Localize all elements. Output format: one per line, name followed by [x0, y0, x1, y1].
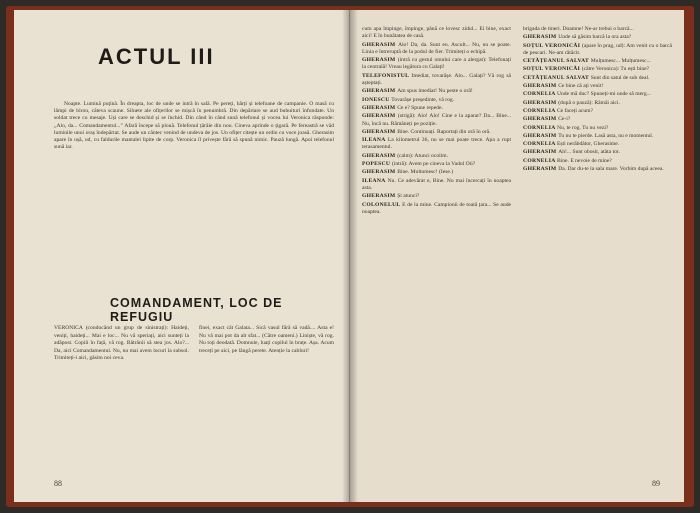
dialogue-text: Unde să găsim barcă la ora asta? [558, 34, 632, 41]
dialogue-text: Imediat, tovarășe. Alo... Galați? Vă rog să așteptați. [362, 72, 512, 87]
speaker-name: ILEANA [362, 137, 388, 144]
speaker-name: GHERASIM [523, 149, 559, 156]
dialogue-line [362, 73, 511, 88]
speaker-name: GHERASIM [523, 132, 559, 139]
dialogue-text: (calm): Atunci ocolim. [397, 152, 448, 159]
dialogue-line [362, 113, 511, 128]
speaker-name: GHERASIM [362, 104, 398, 111]
speaker-name: GHERASIM [523, 83, 559, 90]
speaker-name: CORNELIA [523, 107, 557, 114]
dialogue-text: (intră cu gestul omului care a alergat): Telefonați la centrală! Vreau legătura cu Galați! [362, 57, 511, 71]
dialogue-text: Nu. Ce adevărat e, Bine. Nu mai încercați în noaptea asta. [362, 177, 512, 191]
dialogue-text: Bine. Continuați. Raportați din oră în oră. [397, 128, 491, 135]
dialogue-line [362, 97, 511, 104]
dialogue-line [523, 83, 672, 90]
dialogue-line [362, 105, 511, 112]
dialogue-line [523, 91, 672, 98]
dialogue-line [523, 34, 672, 41]
speaker-name: GHERASIM [362, 113, 398, 120]
left-column-2: finei, exact cât Galata... Sică vasul fără să vadă.... Asta e! Nu vă mai pot da alt sfat... (Către oameni.) Liniște, vă rog. Nu toți deodată. Domnule, luați copilul în brațe. Așa. Acum treceți pe aici, pe lângă perete. Atenție la cabluri! [199, 325, 334, 354]
dialogue-text: Bine. E nevoie de mine? [556, 157, 612, 164]
dialogue-line [362, 129, 511, 136]
section-title: COMANDAMENT, LOC DE REFUGIU [110, 296, 283, 324]
speaker-name: GHERASIM [523, 116, 559, 123]
dialogue-text: (apare în prag, ud): Am venit cu o barcă de pescari. Ne-am rătăcit. [523, 42, 672, 56]
dialogue-line [523, 141, 672, 148]
dialogue-text: La kilometrul 36, nu se mai poate trece. Apa a rupt terasamentul. [362, 137, 511, 151]
dialogue-line [523, 125, 672, 132]
speaker-name: GHERASIM [362, 152, 398, 159]
speaker-name: GHERASIM [523, 34, 559, 41]
dialogue-text: Tu nu te pierde. Lasă asta, nu e momentul. [558, 132, 654, 139]
dialogue-line [362, 88, 511, 95]
dialogue-line [362, 153, 511, 160]
dialogue-line [523, 75, 672, 82]
book-spread [6, 6, 694, 507]
dialogue-text: Ce-i? [558, 116, 571, 123]
dialogue-text: (după o pauză): Rămâi aici. [558, 99, 620, 106]
dialogue-text: Ești nerăbdător, Gherasime. [556, 141, 620, 148]
stage-direction: Noapte. Lumină puțină. În dreapta, loc de unde se intră în sală. Pe pereți, hărți și telefoane de campanie. O masă cu lămpi de birou, câteva scaune. Siluete ale ofițerilor se mișcă în penumbră. Din depărtare se aud bubuituri înfundate. Un soldat trece cu mesaje. Uși care se deschid și se închid. Din când în când sună telefonul și vocea lui Veronica răspunde: „Alo, da... Comandamentul...” Afară începe să plouă. Telefonul țârâie din nou. Cineva aprinde o țigară. Pe fereastră se văd luminile unui oraș îndepărtat. Se aude un cântec venind de undeva de jos. Un ofițer citește un ordin cu voce joasă. Gherasim apare în ușă, ud, cu faldurile mantalei lipite de corp. Veronica îl privește fără să spună nimic. Pauză lungă. Apoi telefonul sună iar. [54, 101, 334, 151]
dialogue-text: Ce faceți acum? [556, 107, 593, 114]
dialogue-text: Tovarășe președinte, vă rog. [391, 96, 455, 103]
right-page [350, 10, 684, 502]
dialogue-text: (către Veronica): Tu ești bine? [581, 66, 650, 73]
right-page-columns [362, 26, 672, 461]
dialogue-text: Și atunci? [397, 193, 420, 200]
dialogue-text: brigada de tineri. Doamne! Ne-ar trebui o barcă... [523, 26, 634, 32]
dialogue-text: Ce bine că ați venit! [558, 83, 604, 90]
speaker-name: SOȚUL VERONICĂI [523, 66, 582, 73]
right-column-1 [362, 26, 511, 461]
dialogue-text: Da. Dar du-te la sala mare. Vorbim după aceea. [558, 166, 664, 173]
dialogue-line [362, 178, 511, 193]
dialogue-line [523, 166, 672, 173]
left-page [14, 10, 350, 502]
dialogue-text: Alo! Da, da. Sunt eu. Ascult... Nu, nu se poate. Linia e întreruptă de la podul de fier. Trimiteți o echipă. [362, 41, 511, 55]
dialogue-line [362, 57, 511, 72]
speaker-name: CETĂȚEANUL SALVAT [523, 58, 591, 65]
dialogue-text: (strigă): Alo! Alo! Cine e la aparat? Da... Bine... Nu, încă nu. Rămâneți pe poziție. [362, 113, 511, 127]
speaker-name: GHERASIM [523, 99, 559, 106]
dialogue-line [362, 161, 511, 168]
dialogue-line [362, 26, 511, 41]
page-number-right: 89 [652, 479, 660, 488]
speaker-name: ILEANA [362, 177, 388, 184]
dialogue-line [523, 149, 672, 156]
left-page-columns [54, 325, 334, 485]
dialogue-line [523, 58, 672, 65]
speaker-name: GHERASIM [362, 169, 398, 176]
speaker-name: GHERASIM [362, 88, 398, 95]
dialogue-text: Nu, te rog. Tu nu vezi? [556, 124, 609, 131]
left-column-1: VERONICA (conducând un grup de sinistrați): Haideți, veniți, haideți... Mai e loc... Nu vă speriați, aici sunteți la adăpost. Copiii în față, vă rog. Bătrânii să stea jos. Alo?... Da, aici Comandamentul. Nu, nu mai avem locuri la subsol. Trimiteți-i aici, găsim noi ceva. [54, 325, 189, 362]
dialogue-line [523, 133, 672, 140]
speaker-name: IONESCU [362, 96, 392, 103]
speaker-name: GHERASIM [523, 166, 559, 173]
dialogue-text: Am spus imediat! Nu peste o oră! [397, 88, 473, 95]
speaker-name: GHERASIM [362, 57, 398, 64]
dialogue-text: Ce e? Spune repede. [397, 104, 443, 111]
dialogue-text: Unde mă duc? Spuneți-mi unde să merg... [556, 91, 651, 98]
speaker-name: CORNELIA [523, 124, 557, 131]
dialogue-line [523, 108, 672, 115]
speaker-name: POPESCU [362, 161, 392, 168]
dialogue-text: (intră): Avem pe cineva la Vadul Oii? [391, 161, 476, 168]
dialogue-line [523, 43, 672, 58]
dialogue-text: cum apa împinge, împinge, până ce lovesc zidul... Ei bine, exact aici! E în bunătatea de casă. [362, 26, 511, 40]
dialogue-text: Sunt din satul de sub deal. [590, 74, 650, 81]
dialogue-line [362, 42, 511, 57]
speaker-name: CETĂȚEANUL SALVAT [523, 74, 591, 81]
speaker-name: CORNELIA [523, 141, 557, 148]
dialogue-text: Bine. Multumesc! (Iese.) [397, 169, 454, 176]
speaker-name: CORNELIA [523, 91, 557, 98]
speaker-name: CORNELIA [523, 157, 557, 164]
act-title: ACTUL III [98, 44, 215, 69]
speaker-name: SOȚUL VERONICĂI [523, 42, 582, 49]
dialogue-line [362, 137, 511, 152]
dialogue-line [523, 158, 672, 165]
dialogue-text: Mulțumesc... Mulțumesc... [590, 58, 651, 65]
right-column-2 [523, 26, 672, 461]
dialogue-line [523, 100, 672, 107]
dialogue-text: Ah!... Sunt obosit, atâta tot. [558, 149, 620, 156]
speaker-name: GHERASIM [362, 193, 398, 200]
speaker-name: COLONELUL [362, 201, 403, 208]
speaker-name: GHERASIM [362, 41, 399, 48]
dialogue-line [362, 202, 511, 217]
dialogue-line [362, 169, 511, 176]
speaker-name: GHERASIM [362, 128, 398, 135]
dialogue-line [523, 26, 672, 33]
dialogue-line [362, 193, 511, 200]
page-number-left: 88 [54, 479, 62, 488]
dialogue-line [523, 66, 672, 73]
speaker-name: TELEFONISTUL [362, 72, 412, 79]
dialogue-text: E de la mine. Campionii de toată țara... Se aude noaptea. [362, 201, 511, 215]
dialogue-line [523, 116, 672, 123]
